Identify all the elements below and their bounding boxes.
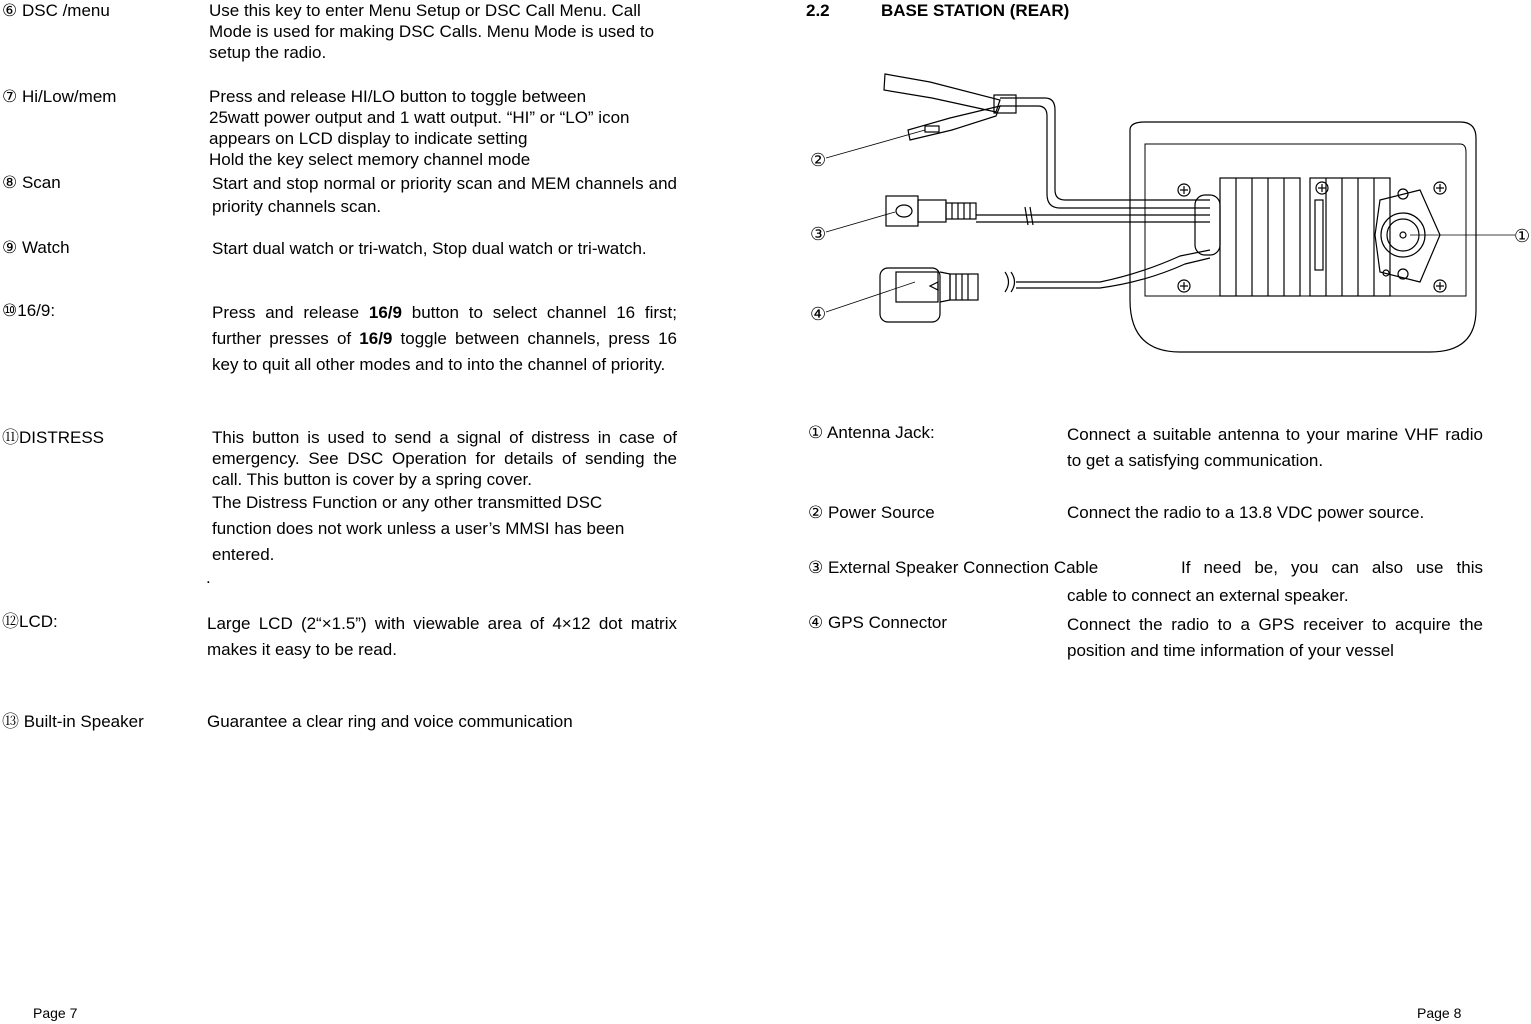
page-number-left: Page 7 [33, 1005, 78, 1021]
section-number: 2.2 [806, 1, 830, 20]
speaker-plug [886, 196, 976, 226]
item-16-9-desc: Press and release 16/9 button to select channel 16 first; further presses of 16/9 toggle between channels, press 16 key to quit all other modes and to into the channel of priority. [212, 303, 677, 374]
item-hi-low-mem-desc: Press and release HI/LO button to toggle between 25watt power output and 1 watt output. “HI” or “LO” icon appears on LCD display to indicate setting Hold the key select memory channel mode [209, 87, 630, 169]
power-connectors [884, 74, 1000, 140]
item-distress-extra: The Distress Function or any other transmitted DSC function does not work unless a user’s MMSI has been entered. [212, 493, 625, 564]
item-hi-low-mem-term: ⑦ Hi/Low/mem [2, 87, 117, 107]
circled-number: ⑪ [2, 428, 19, 448]
callout-3: ③ [810, 224, 827, 245]
item-antenna-jack-term: ① Antenna Jack: [808, 423, 935, 443]
callout-4: ④ [810, 304, 827, 325]
circled-number: ③ [808, 558, 824, 578]
item-dsc-menu-term: ⑥ DSC /menu [2, 1, 110, 21]
item-power-source-term: ② Power Source [808, 503, 935, 523]
circled-number: ② [808, 503, 824, 523]
item-watch-desc: Start dual watch or tri-watch, Stop dual watch or tri-watch. [212, 239, 647, 258]
circled-number: ⑬ [2, 712, 19, 732]
item-power-source-desc: Connect the radio to a 13.8 VDC power source. [1067, 503, 1425, 522]
circled-number: ⑨ [2, 238, 18, 258]
item-speaker-term: ⑬ Built-in Speaker [2, 712, 144, 732]
gps-connector [880, 268, 978, 322]
rear-panel-outline [1145, 144, 1466, 296]
item-antenna-jack-desc: Connect a suitable antenna to your marine VHF radio to get a satisfying communication. [1067, 425, 1483, 470]
item-speaker-desc: Guarantee a clear ring and voice communication [207, 712, 573, 731]
circled-number: ⑧ [2, 173, 18, 193]
stray-period: . [206, 568, 211, 587]
item-distress-term: ⑪DISTRESS [2, 428, 105, 448]
circled-number: ⑫ [2, 612, 19, 632]
item-lcd-term: ⑫LCD: [2, 612, 58, 632]
section-title: BASE STATION (REAR) [881, 1, 1070, 20]
item-scan-desc: Start and stop normal or priority scan and MEM channels and priority channels scan. [212, 174, 677, 216]
circled-number: ⑦ [2, 87, 18, 107]
rear-panel-diagram [800, 60, 1530, 360]
item-16-9-term: ⑩16/9: [2, 301, 56, 321]
cables [976, 95, 1210, 292]
item-ext-speaker-desc-first: If need be, you can also use this [1181, 558, 1483, 577]
heat-sink [1220, 178, 1390, 296]
item-gps-term: ④ GPS Connector [808, 613, 948, 633]
circled-number: ⑩ [2, 301, 18, 321]
cable-grommet [1195, 195, 1220, 255]
item-watch-term: ⑨ Watch [2, 238, 70, 258]
item-gps-desc: Connect the radio to a GPS receiver to acquire the position and time information of your vessel [1067, 615, 1483, 660]
item-scan-term: ⑧ Scan [2, 173, 61, 193]
callout-2: ② [810, 150, 827, 171]
page-number-right: Page 8 [1417, 1005, 1462, 1021]
circled-number: ⑥ [2, 1, 18, 21]
callout-1: ① [1514, 226, 1531, 247]
circled-number: ④ [808, 613, 824, 633]
item-lcd-desc: Large LCD (2“×1.5”) with viewable area of 4×12 dot matrix makes it easy to be read. [207, 614, 677, 659]
item-distress-desc: This button is used to send a signal of distress in case of emergency. See DSC Operation for details of sending the call. This button is cover by a spring cover. [212, 428, 677, 489]
item-dsc-menu-desc: Use this key to enter Menu Setup or DSC Call Menu. Call Mode is used for making DSC Calls. Menu Mode is used to setup the radio. [209, 1, 655, 62]
antenna-jack [1375, 189, 1440, 282]
radio-body-outline [1130, 122, 1476, 352]
item-ext-speaker-desc-rest: cable to connect an external speaker. [1067, 586, 1349, 605]
item-ext-speaker-term: ③ External Speaker Connection Cable [808, 558, 1099, 578]
circled-number: ① [808, 423, 824, 443]
